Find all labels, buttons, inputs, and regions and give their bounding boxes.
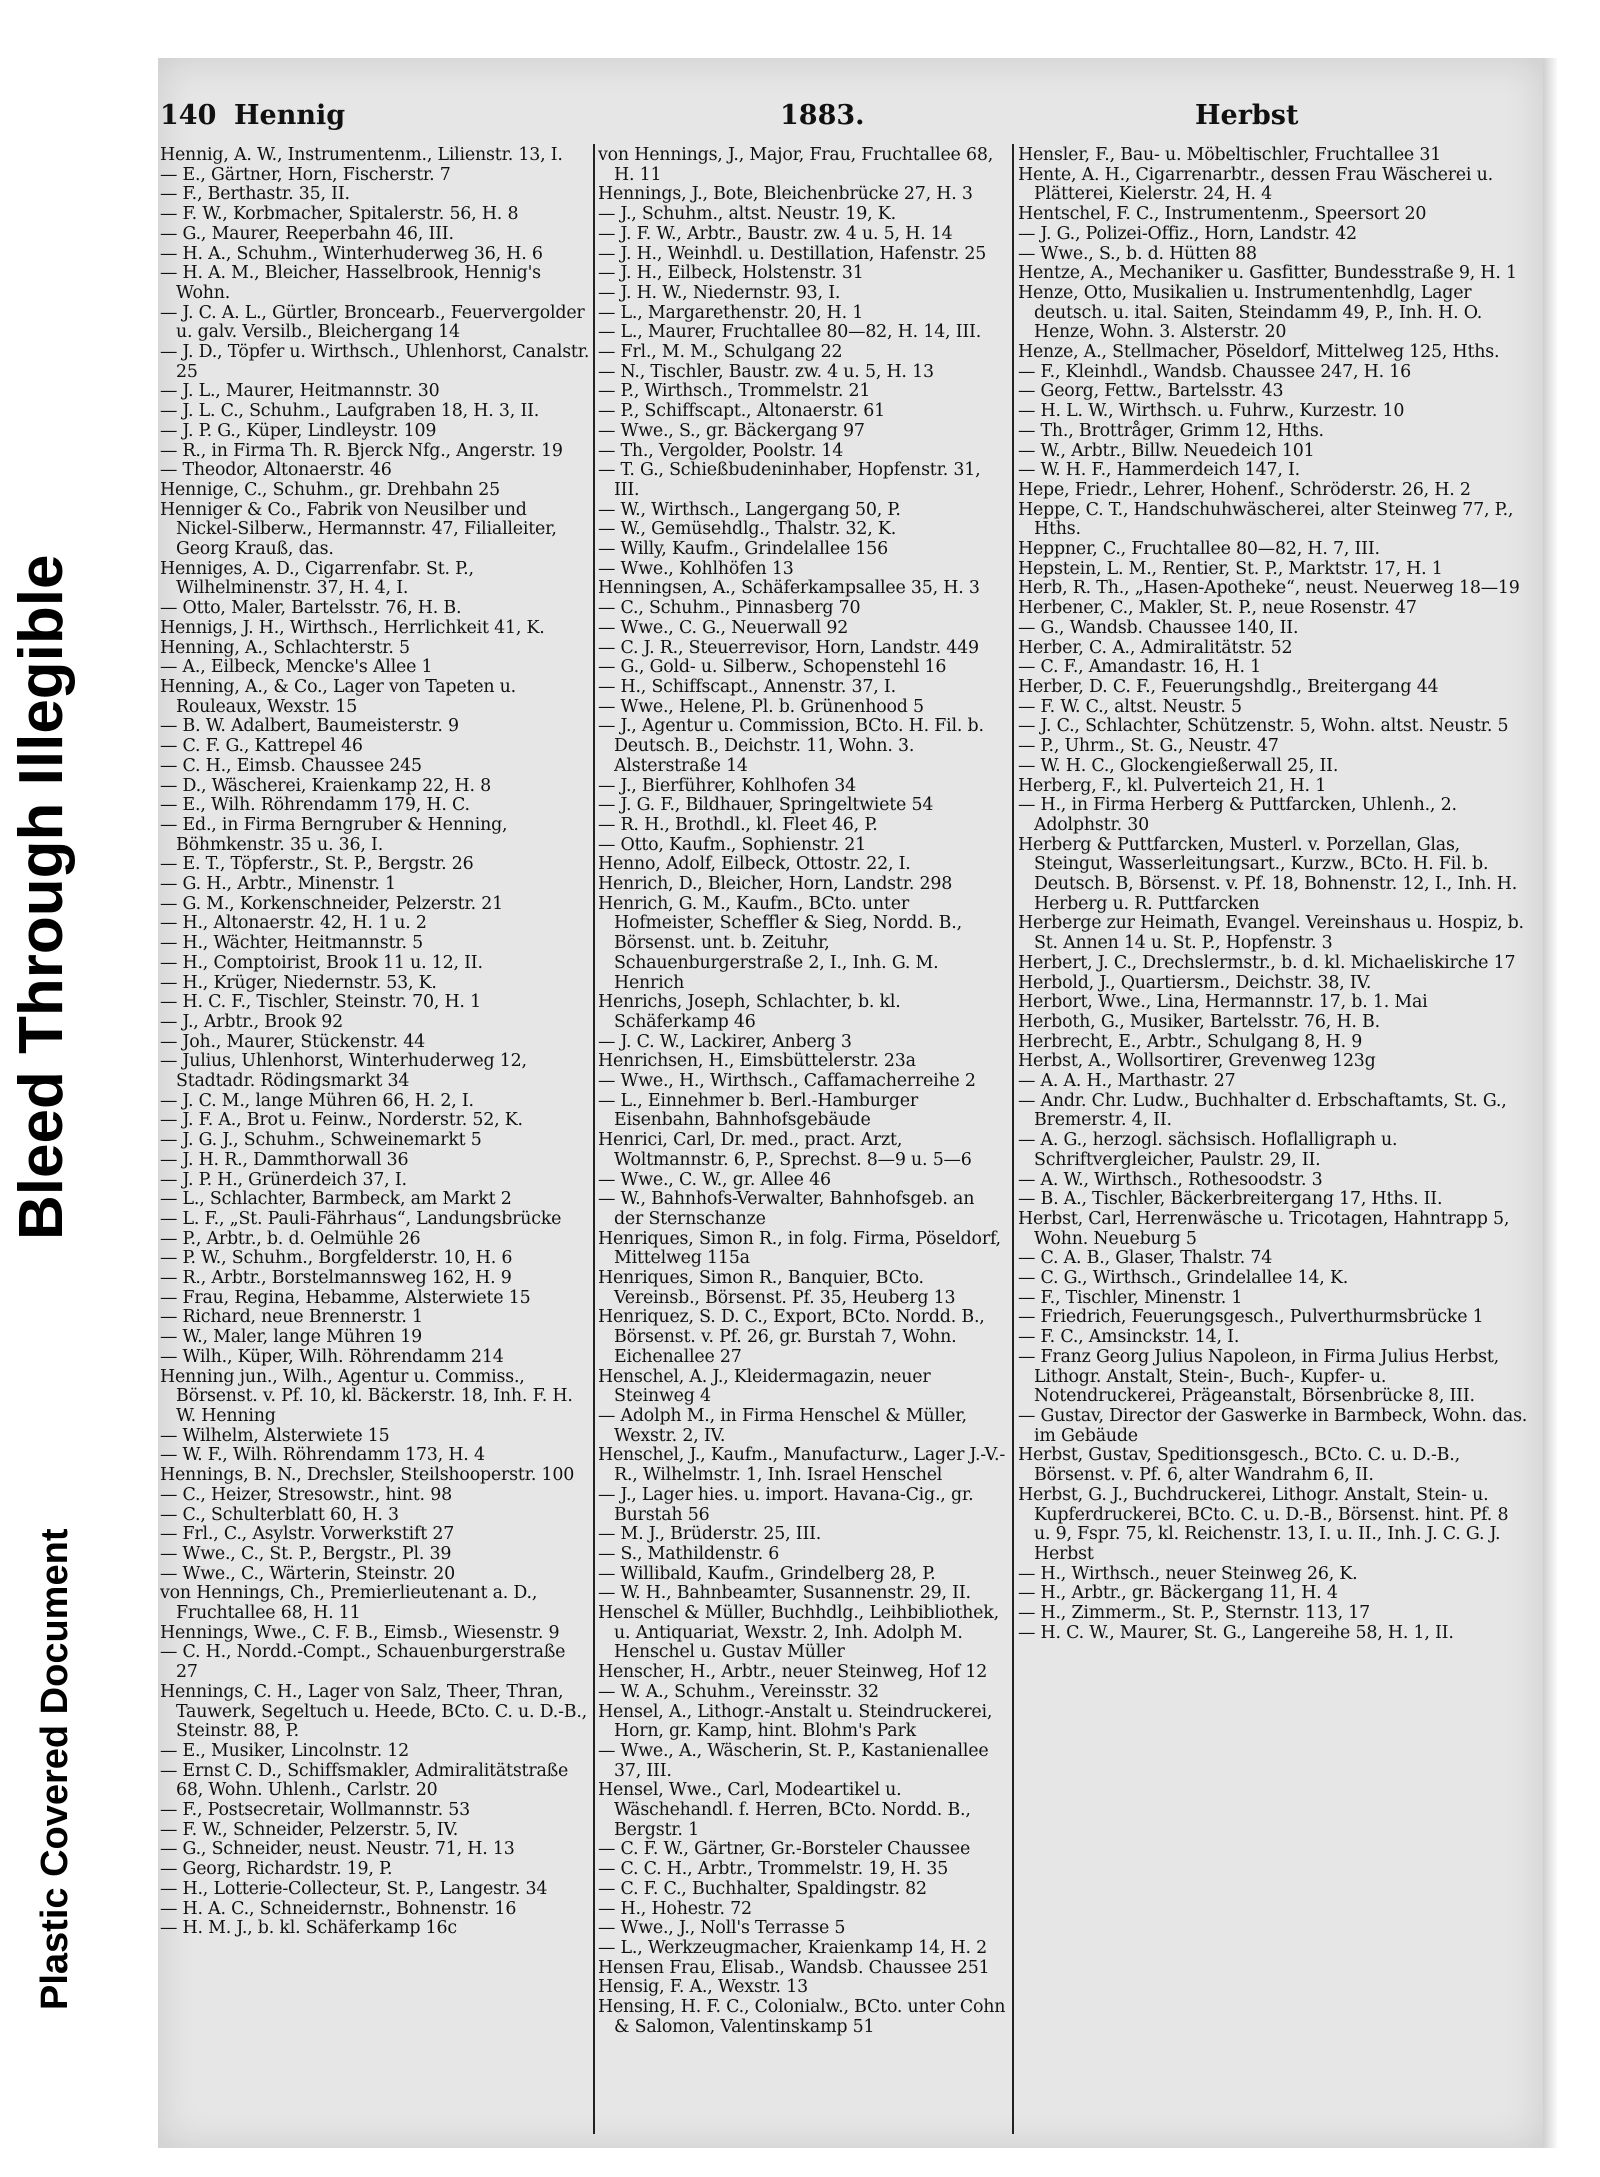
directory-entry: Henrichs, Joseph, Schlachter, b. kl. Schäferkamp 46 (598, 992, 901, 1032)
directory-entry: — E., Gärtner, Horn, Fischerstr. 7 (160, 164, 451, 185)
directory-entry: Henrich, D., Bleicher, Horn, Landstr. 298 (598, 874, 953, 895)
directory-entry: — Friedrich, Feuerungsgesch., Pulverthurmsbrücke 1 (1018, 1307, 1484, 1328)
directory-entry: — E., Musiker, Lincolnstr. 12 (160, 1740, 409, 1761)
directory-entry: — P. W., Schuhm., Borgfelderstr. 10, H. 6 (160, 1248, 513, 1269)
directory-entry: — J., Agentur u. Commission, BCto. H. Fil. b. Deutsch. B., Deichstr. 11, Wohn. 3. Alsterstraße 14 (598, 716, 984, 776)
directory-entry: — J. F. A., Brot u. Feinw., Norderstr. 52, K. (160, 1110, 523, 1131)
directory-entry: Herbst, G. J., Buchdruckerei, Lithogr. Anstalt, Stein- u. Kupferdruckerei, BCto. C. u. D.-B., Börsenst. hint. Pf. 8 u. 9, Fspr. 75, kl. Reichenstr. 13, I. u. II., Inh. J. C. G. J. Herbst (1018, 1484, 1509, 1564)
directory-entry: — Otto, Maler, Bartelsstr. 76, H. B. (160, 598, 462, 619)
directory-entry: Henniger & Co., Fabrik von Neusilber und Nickel-Silberw., Hermannstr. 47, Filialleiter, Georg Krauß, das. (160, 499, 557, 560)
directory-entry: — Georg, Fettw., Bartelsstr. 43 (1018, 381, 1284, 402)
directory-entry: — G., Wandsb. Chaussee 140, II. (1018, 617, 1299, 638)
directory-entry: — Willibald, Kaufm., Grindelberg 28, P. (598, 1563, 936, 1584)
directory-entry: Herbst, A., Wollsortirer, Grevenweg 123g (1018, 1051, 1376, 1072)
directory-entry: — L., Werkzeugmacher, Kraienkamp 14, H. 2 (598, 1937, 988, 1958)
directory-entry: — R., in Firma Th. R. Bjerck Nfg., Angerstr. 19 (160, 440, 563, 461)
directory-entry: — C. H., Eimsb. Chaussee 245 (160, 755, 422, 776)
directory-entry: — W., Arbtr., Billw. Neuedeich 101 (1018, 440, 1315, 461)
directory-entry: — Wwe., J., Noll's Terrasse 5 (598, 1918, 846, 1939)
directory-entry: — C., Schuhm., Pinnasberg 70 (598, 598, 861, 619)
directory-entry: Henze, Otto, Musikalien u. Instrumentenhdlg, Lager deutsch. u. ital. Saiten, Steindamm 49, P., Inh. H. O. Henze, Wohn. 3. Alsterstr. 20 (1018, 282, 1483, 343)
directory-entry: — H., Altonaerstr. 42, H. 1 u. 2 (160, 913, 427, 934)
directory-entry: Hennigs, J. H., Wirthsch., Herrlichkeit 41, K. (160, 617, 545, 638)
directory-entry: — J., Bierführer, Kohlhofen 34 (598, 775, 856, 796)
directory-entry: Herb, R. Th., „Hasen-Apotheke“, neust. Neuerweg 18—19 (1018, 578, 1520, 599)
directory-entry: Henniges, A. D., Cigarrenfabr. St. P., Wilhelminenstr. 37, H. 4, I. (160, 558, 474, 599)
directory-entry: — F., Postsecretair, Wollmannstr. 53 (160, 1800, 471, 1821)
directory-entry: Henno, Adolf, Eilbeck, Ottostr. 22, I. (598, 854, 911, 875)
directory-entry: Henriquez, S. D. C., Export, BCto. Nordd. B., Börsenst. v. Pf. 26, gr. Burstah 7, Wohn. Eichenallee 27 (598, 1307, 985, 1367)
directory-entry: Herbort, Wwe., Lina, Hermannstr. 17, b. 1. Mai (1018, 992, 1428, 1013)
directory-entry: — J. H., Eilbeck, Holstenstr. 31 (598, 263, 864, 284)
directory-entry: — Wwe., Kohlhöfen 13 (598, 558, 794, 579)
directory-entry: Henrici, Carl, Dr. med., pract. Arzt, Woltmannstr. 6, P., Sprechst. 8—9 u. 5—6 (598, 1130, 972, 1170)
header-right-word: Herbst (1195, 100, 1299, 131)
directory-entry: Herber, D. C. F., Feuerungshdlg., Breitergang 44 (1018, 676, 1439, 697)
directory-entry: — H. A., Schuhm., Winterhuderweg 36, H. 6 (160, 243, 543, 264)
directory-entry: — R. H., Brothdl., kl. Fleet 46, P. (598, 814, 878, 835)
page-edge (1543, 58, 1557, 2148)
directory-entry: — C. G., Wirthsch., Grindelallee 14, K. (1018, 1268, 1349, 1289)
directory-entry: — J. C. A. L., Gürtler, Broncearb., Feuervergolder u. galv. Versilb., Bleichergang 14 (160, 302, 585, 343)
directory-entry: — W. H. C., Glockengießerwall 25, II. (1018, 755, 1339, 776)
directory-entry: Hentschel, F. C., Instrumentenm., Speersort 20 (1018, 204, 1427, 225)
bleed-through-stamp: Bleed Through Illegible (7, 554, 76, 1240)
directory-entry: — H. A. M., Bleicher, Hasselbrook, Hennig's Wohn. (160, 263, 541, 303)
directory-entry: — J. C. W., Lackirer, Anberg 3 (598, 1031, 852, 1052)
directory-entry: — Joh., Maurer, Stückenstr. 44 (160, 1031, 425, 1052)
directory-entry: Henrich, G. M., Kaufm., BCto. unter Hofmeister, Scheffler & Sieg, Nordd. B., Börsenst. unt. b. Zeituhr, Schauenburgerstraße 2, I., Inh. G. M. Henrich (598, 893, 962, 993)
directory-entry: Heppner, C., Fruchtallee 80—82, H. 7, III. (1018, 539, 1380, 560)
directory-entry: — W., Bahnhofs-Verwalter, Bahnhofsgeb. an der Sternschanze (598, 1189, 975, 1229)
directory-entry: Henze, A., Stellmacher, Pöseldorf, Mittelweg 125, Hths. (1018, 342, 1500, 363)
directory-entry: — H. C. W., Maurer, St. G., Langereihe 58, H. 1, II. (1018, 1622, 1454, 1643)
directory-entry: — D., Wäscherei, Kraienkamp 22, H. 8 (160, 775, 491, 796)
directory-entry: Henrichsen, H., Eimsbüttelerstr. 23a (598, 1051, 916, 1072)
directory-entry: — Frl., C., Asylstr. Vorwerkstift 27 (160, 1524, 455, 1545)
directory-entry: — C., Heizer, Stresowstr., hint. 98 (160, 1484, 452, 1505)
directory-column-1 (160, 146, 590, 2136)
directory-entry: — J., Schuhm., altst. Neustr. 19, K. (598, 204, 896, 225)
directory-entry: Henriques, Simon R., Banquier, BCto. Vereinsb., Börsenst. Pf. 35, Heuberg 13 (598, 1268, 956, 1308)
directory-entry: — J. G. F., Bildhauer, Springeltwiete 54 (598, 795, 934, 816)
directory-entry: — C. F., Amandastr. 16, H. 1 (1018, 657, 1261, 678)
directory-entry: — J. G. J., Schuhm., Schweinemarkt 5 (160, 1130, 482, 1151)
directory-entry: — Frau, Regina, Hebamme, Alsterwiete 15 (160, 1287, 531, 1308)
directory-entry: Hennings, C. H., Lager von Salz, Theer, Thran, Tauwerk, Segeltuch u. Heede, BCto. C. u. D.-B., Steinstr. 88, P. (160, 1681, 588, 1742)
directory-entry: Henschel & Müller, Buchhdlg., Leihbibliothek, u. Antiquariat, Wexstr. 2, Inh. Adolph M. Henschel u. Gustav Müller (598, 1603, 999, 1663)
directory-entry: — N., Tischler, Baustr. zw. 4 u. 5, H. 13 (598, 361, 934, 382)
directory-entry: — G. H., Arbtr., Minenstr. 1 (160, 874, 396, 895)
directory-entry: — H., Hohestr. 72 (598, 1898, 752, 1919)
directory-entry: — W. H., Bahnbeamter, Susannenstr. 29, II. (598, 1583, 971, 1604)
directory-entry: — H., Krüger, Niedernstr. 53, K. (160, 972, 437, 993)
directory-entry: — L., Schlachter, Barmbeck, am Markt 2 (160, 1189, 512, 1210)
directory-entry: — C. A. B., Glaser, Thalstr. 74 (1018, 1248, 1273, 1269)
plastic-covered-stamp: Plastic Covered Document (34, 1528, 76, 2010)
directory-entry: Hensel, A., Lithogr.-Anstalt u. Steindruckerei, Horn, gr. Kamp, hint. Blohm's Park (598, 1701, 993, 1742)
directory-entry: Herbold, J., Quartiersm., Deichstr. 38, IV. (1018, 972, 1372, 993)
directory-entry: — J. L., Maurer, Heitmannstr. 30 (160, 381, 440, 402)
directory-entry: — Wwe., C., Wärterin, Steinstr. 20 (160, 1563, 455, 1584)
directory-entry: Hennings, Wwe., C. F. B., Eimsb., Wiesenstr. 9 (160, 1622, 560, 1643)
directory-entry: — W. H. F., Hammerdeich 147, I. (1018, 460, 1300, 481)
directory-entry: Herbst, Carl, Herrenwäsche u. Tricotagen, Hahntrapp 5, Wohn. Neueburg 5 (1018, 1208, 1510, 1249)
directory-entry: — Wwe., Helene, Pl. b. Grünenhood 5 (598, 696, 924, 717)
directory-entry: Herberge zur Heimath, Evangel. Vereinshaus u. Hospiz, b. St. Annen 14 u. St. P., Hopfenstr. 3 (1018, 913, 1524, 954)
directory-entry: Henning, A., Schlachterstr. 5 (160, 637, 410, 658)
directory-entry: — F. W. C., altst. Neustr. 5 (1018, 696, 1242, 717)
directory-entry: Hensler, F., Bau- u. Möbeltischler, Fruchtallee 31 (1018, 146, 1442, 165)
directory-entry: — J. G., Polizei-Offiz., Horn, Landstr. 42 (1018, 223, 1357, 244)
directory-entry: — J. D., Töpfer u. Wirthsch., Uhlenhorst, Canalstr. 25 (160, 342, 590, 382)
directory-entry: — S., Mathildenstr. 6 (598, 1543, 780, 1564)
directory-entry: — P., Uhrm., St. G., Neustr. 47 (1018, 736, 1279, 757)
directory-entry: — B. A., Tischler, Bäckerbreitergang 17, Hths. II. (1018, 1189, 1443, 1210)
directory-entry: — H. A. C., Schneidernstr., Bohnenstr. 16 (160, 1898, 517, 1919)
directory-entry: — E. T., Töpferstr., St. P., Bergstr. 26 (160, 854, 474, 875)
directory-entry: — L., Einnehmer b. Berl.-Hamburger Eisenbahn, Bahnhofsgebäude (598, 1090, 918, 1131)
directory-entry: — L., Margarethenstr. 20, H. 1 (598, 302, 864, 323)
directory-entry: — Wilh., Küper, Wilh. Röhrendamm 214 (160, 1346, 504, 1367)
directory-entry: — L., Maurer, Fruchtallee 80—82, H. 14, III. (598, 322, 982, 343)
directory-entry: — H., Zimmerm., St. P., Sternstr. 113, 17 (1018, 1603, 1370, 1624)
directory-entry: — Adolph M., in Firma Henschel & Müller, Wexstr. 2, IV. (598, 1406, 967, 1446)
directory-entry: — C. F. G., Kattrepel 46 (160, 736, 363, 757)
directory-entry: Hennings, B. N., Drechsler, Steilshooperstr. 100 (160, 1465, 575, 1486)
directory-entry: — T. G., Schießbudeninhaber, Hopfenstr. 31, III. (598, 460, 981, 500)
directory-entry: Hensel, Wwe., Carl, Modeartikel u. Wäschehandl. f. Herren, BCto. Nordd. B., Bergstr. 1 (598, 1780, 971, 1840)
directory-entry: — W., Gemüsehdlg., Thalstr. 32, K. (598, 519, 897, 540)
directory-entry: — F., Tischler, Minenstr. 1 (1018, 1287, 1243, 1308)
header-year: 1883. (780, 100, 865, 131)
directory-entry: Henning, A., & Co., Lager von Tapeten u. Rouleaux, Wexstr. 15 (160, 676, 516, 717)
directory-entry: — Otto, Kaufm., Sophienstr. 21 (598, 834, 867, 855)
directory-entry: — C. F. W., Gärtner, Gr.-Borsteler Chaussee (598, 1839, 971, 1860)
directory-entry: — H., Lotterie-Collecteur, St. P., Langestr. 34 (160, 1878, 548, 1899)
directory-entry: — F. W., Schneider, Pelzerstr. 5, IV. (160, 1819, 459, 1840)
directory-entry: — W., Maler, lange Mühren 19 (160, 1327, 422, 1348)
directory-entry: — C., Schulterblatt 60, H. 3 (160, 1504, 399, 1525)
directory-entry: — J. L. C., Schuhm., Laufgraben 18, H. 3, II. (160, 401, 540, 422)
directory-entry: Herbert, J. C., Drechslermstr., b. d. kl. Michaeliskirche 17 (1018, 952, 1516, 973)
directory-entry: — G., Schneider, neust. Neustr. 71, H. 13 (160, 1839, 515, 1860)
directory-entry: — Frl., M. M., Schulgang 22 (598, 342, 843, 363)
directory-entry: von Hennings, Ch., Premierlieutenant a. D., Fruchtallee 68, H. 11 (160, 1583, 538, 1624)
directory-entry: — B. W. Adalbert, Baumeisterstr. 9 (160, 716, 459, 737)
directory-column-3 (1018, 146, 1528, 2136)
directory-entry: — P., Arbtr., b. d. Oelmühle 26 (160, 1228, 421, 1249)
directory-entry: — A. G., herzogl. sächsisch. Hoflalligraph u. Schriftvergleicher, Paulstr. 29, II. (1018, 1130, 1398, 1170)
directory-entry: Hennig, A. W., Instrumentenm., Lilienstr. 13, I. (160, 146, 563, 165)
directory-entry: — Gustav, Director der Gaswerke in Barmbeck, Wohn. das. im Gebäude (1018, 1406, 1528, 1446)
directory-entry: Henningsen, A., Schäferkampsallee 35, H. 3 (598, 578, 980, 599)
directory-entry: — P., Wirthsch., Trommelstr. 21 (598, 381, 871, 402)
directory-entry: — L. F., „St. Pauli-Fährhaus“, Landungsbrücke (160, 1208, 562, 1229)
directory-column-2 (598, 146, 1008, 2136)
directory-entry: Herberg & Puttfarcken, Musterl. v. Porzellan, Glas, Steingut, Wasserleitungsart., Kurzw., BCto. H. Fil. b. Deutsch. B, Börsenst. v. Pf. 18, Bohnenstr. 12, I., Inh. H. Herberg u. R. Puttfarcken (1018, 834, 1518, 914)
column-divider (593, 144, 595, 2134)
directory-entry: — Ed., in Firma Berngruber & Henning, Böhmkenstr. 35 u. 36, I. (160, 814, 508, 855)
directory-entry: — Wwe., C., St. P., Bergstr., Pl. 39 (160, 1543, 452, 1564)
directory-entry: — F., Berthastr. 35, II. (160, 184, 350, 205)
directory-entry: — J. H., Weinhdl. u. Destillation, Hafenstr. 25 (598, 243, 987, 264)
directory-entry: Henschel, A. J., Kleidermagazin, neuer Steinweg 4 (598, 1366, 931, 1407)
directory-entry: — Wwe., S., gr. Bäckergang 97 (598, 420, 865, 441)
directory-entry: Hennige, C., Schuhm., gr. Drehbahn 25 (160, 479, 500, 500)
directory-entry: — H. C. F., Tischler, Steinstr. 70, H. 1 (160, 992, 481, 1013)
directory-entry: Herboth, G., Musiker, Bartelsstr. 76, H. B. (1018, 1011, 1380, 1032)
directory-entry: — C. H., Nordd.-Compt., Schauenburgerstraße 27 (160, 1642, 566, 1683)
directory-entry: — H. L. W., Wirthsch. u. Fuhrw., Kurzestr. 10 (1018, 401, 1405, 422)
directory-entry: — C. C. H., Arbtr., Trommelstr. 19, H. 35 (598, 1859, 949, 1880)
directory-entry: Herbrecht, E., Arbtr., Schulgang 8, H. 9 (1018, 1031, 1363, 1052)
directory-entry: — G., Gold- u. Silberw., Schopenstehl 16 (598, 657, 947, 678)
directory-entry: Hensing, H. F. C., Colonialw., BCto. unter Cohn & Salomon, Valentinskamp 51 (598, 1997, 1006, 2037)
directory-entry: — F. W., Korbmacher, Spitalerstr. 56, H. 8 (160, 204, 519, 225)
directory-entry: — F. C., Amsinckstr. 14, I. (1018, 1327, 1240, 1348)
directory-entry: — J. C., Schlachter, Schützenstr. 5, Wohn. altst. Neustr. 5 (1018, 716, 1509, 737)
directory-entry: Hepe, Friedr., Lehrer, Hohenf., Schröderstr. 26, H. 2 (1018, 479, 1471, 500)
directory-entry: — J. P. G., Küper, Lindleystr. 109 (160, 420, 437, 441)
directory-entry: Hennings, J., Bote, Bleichenbrücke 27, H. 3 (598, 184, 973, 205)
directory-entry: — Th., Brottråger, Grimm 12, Hths. (1018, 420, 1324, 441)
directory-entry: — Wilhelm, Alsterwiete 15 (160, 1425, 390, 1446)
directory-entry: — F., Kleinhdl., Wandsb. Chaussee 247, H. 16 (1018, 361, 1411, 382)
directory-entry: — Wwe., C. W., gr. Allee 46 (598, 1169, 831, 1190)
directory-entry: Herberg, F., kl. Pulverteich 21, H. 1 (1018, 775, 1327, 796)
directory-entry: — P., Schiffscapt., Altonaerstr. 61 (598, 401, 885, 422)
directory-entry: — Andr. Chr. Ludw., Buchhalter d. Erbschaftamts, St. G., Bremerstr. 4, II. (1018, 1090, 1507, 1131)
directory-entry: — Willy, Kaufm., Grindelallee 156 (598, 539, 888, 560)
directory-entry: — A., Eilbeck, Mencke's Allee 1 (160, 657, 433, 678)
directory-entry: — J., Arbtr., Brook 92 (160, 1011, 343, 1032)
directory-entry: — Ernst C. D., Schiffsmakler, Admiralitätstraße 68, Wohn. Uhlenh., Carlstr. 20 (160, 1760, 569, 1801)
directory-entry: — J. H. W., Niedernstr. 93, I. (598, 282, 841, 303)
directory-entry: Henschel, J., Kaufm., Manufacturw., Lager J.-V.-R., Wilhelmstr. 1, Inh. Israel Henschel (598, 1445, 1005, 1486)
directory-entry: Henscher, H., Arbtr., neuer Steinweg, Hof 12 (598, 1662, 988, 1683)
directory-entry: — J., Lager hies. u. import. Havana-Cig., gr. Burstah 56 (598, 1484, 974, 1525)
directory-entry: — M. J., Brüderstr. 25, III. (598, 1524, 822, 1545)
directory-entry: — A. A. H., Marthastr. 27 (1018, 1071, 1236, 1092)
page-number: 140 (160, 100, 217, 131)
directory-entry: — J. F. W., Arbtr., Baustr. zw. 4 u. 5, H. 14 (598, 223, 953, 244)
directory-entry: — Franz Georg Julius Napoleon, in Firma Julius Herbst, Lithogr. Anstalt, Stein-, Buch-, Kupfer- u. Notendruckerei, Prägeanstalt, Börsenbrücke 8, III. (1018, 1346, 1500, 1407)
directory-entry: — H., Arbtr., gr. Bäckergang 11, H. 4 (1018, 1583, 1338, 1604)
directory-entry: — Georg, Richardstr. 19, P. (160, 1859, 393, 1880)
directory-entry: Hepstein, L. M., Rentier, St. P., Marktstr. 17, H. 1 (1018, 558, 1443, 579)
directory-entry: Herbst, Gustav, Speditionsgesch., BCto. C. u. D.-B., Börsenst. v. Pf. 6, alter Wandrahm 6, II. (1018, 1445, 1460, 1486)
directory-entry: — H., Wächter, Heitmannstr. 5 (160, 933, 423, 954)
directory-entry: — Richard, neue Brennerstr. 1 (160, 1307, 423, 1328)
directory-entry: Herbener, C., Makler, St. P., neue Rosenstr. 47 (1018, 598, 1417, 619)
directory-entry: — W., Wirthsch., Langergang 50, P. (598, 499, 901, 520)
directory-entry: — Wwe., S., b. d. Hütten 88 (1018, 243, 1257, 264)
directory-entry: — H., in Firma Herberg & Puttfarcken, Uhlenh., 2. Adolphstr. 30 (1018, 795, 1457, 835)
directory-entry: — Th., Vergolder, Poolstr. 14 (598, 440, 844, 461)
page-header (160, 100, 1540, 140)
directory-entry: von Hennings, J., Major, Frau, Fruchtallee 68, H. 11 (598, 146, 994, 185)
directory-entry: Hensig, F. A., Wexstr. 13 (598, 1977, 808, 1998)
column-divider (1012, 144, 1014, 2134)
directory-entry: — H., Comptoirist, Brook 11 u. 12, II. (160, 952, 483, 973)
directory-entry: — C. J. R., Steuerrevisor, Horn, Landstr. 449 (598, 637, 979, 658)
directory-entry: — G. M., Korkenschneider, Pelzerstr. 21 (160, 893, 504, 914)
directory-entry: — J. C. M., lange Mühren 66, H. 2, I. (160, 1090, 474, 1111)
directory-entry: Hensen Frau, Elisab., Wandsb. Chaussee 251 (598, 1957, 990, 1978)
directory-entry: Hentze, A., Mechaniker u. Gasfitter, Bundesstraße 9, H. 1 (1018, 263, 1517, 284)
directory-entry: — J. H. R., Dammthorwall 36 (160, 1149, 409, 1170)
directory-entry: — H. M. J., b. kl. Schäferkamp 16c (160, 1918, 457, 1939)
directory-entry: — A. W., Wirthsch., Rothesoodstr. 3 (1018, 1169, 1323, 1190)
directory-entry: Heppe, C. T., Handschuhwäscherei, alter Steinweg 77, P., Hths. (1018, 499, 1514, 540)
directory-entry: — C. F. C., Buchhalter, Spaldingstr. 82 (598, 1878, 927, 1899)
directory-entry: — J. P. H., Grünerdeich 37, I. (160, 1169, 407, 1190)
directory-entry: — Julius, Uhlenhorst, Winterhuderweg 12, Stadtadr. Rödingsmarkt 34 (160, 1051, 527, 1092)
directory-entry: — W. A., Schuhm., Vereinsstr. 32 (598, 1681, 879, 1702)
directory-entry: Hente, A. H., Cigarrenarbtr., dessen Frau Wäscherei u. Plätterei, Kielerstr. 24, H. 4 (1018, 164, 1493, 205)
directory-entry: — E., Wilh. Röhrendamm 179, H. C. (160, 795, 470, 816)
directory-entry: — H., Wirthsch., neuer Steinweg 26, K. (1018, 1563, 1358, 1584)
directory-entry: Herber, C. A., Admiralitätstr. 52 (1018, 637, 1293, 658)
directory-entry: — Wwe., H., Wirthsch., Caffamacherreihe 2 (598, 1071, 976, 1092)
directory-entry: — Wwe., C. G., Neuerwall 92 (598, 617, 849, 638)
directory-entry: Henriques, Simon R., in folg. Firma, Pöseldorf, Mittelweg 115a (598, 1228, 1001, 1269)
directory-entry: — G., Maurer, Reeperbahn 46, III. (160, 223, 454, 244)
directory-entry: — R., Arbtr., Borstelmannsweg 162, H. 9 (160, 1268, 512, 1289)
directory-entry: Henning jun., Wilh., Agentur u. Commiss., Börsenst. v. Pf. 10, kl. Bäckerstr. 18, Inh. F. H. W. Henning (160, 1366, 573, 1426)
directory-entry: — W. F., Wilh. Röhrendamm 173, H. 4 (160, 1445, 485, 1466)
directory-entry: — Theodor, Altonaerstr. 46 (160, 460, 392, 481)
directory-entry: — Wwe., A., Wäscherin, St. P., Kastanienallee 37, III. (598, 1740, 989, 1781)
directory-entry: — H., Schiffscapt., Annenstr. 37, I. (598, 676, 896, 697)
header-left-word: Hennig (234, 100, 346, 131)
